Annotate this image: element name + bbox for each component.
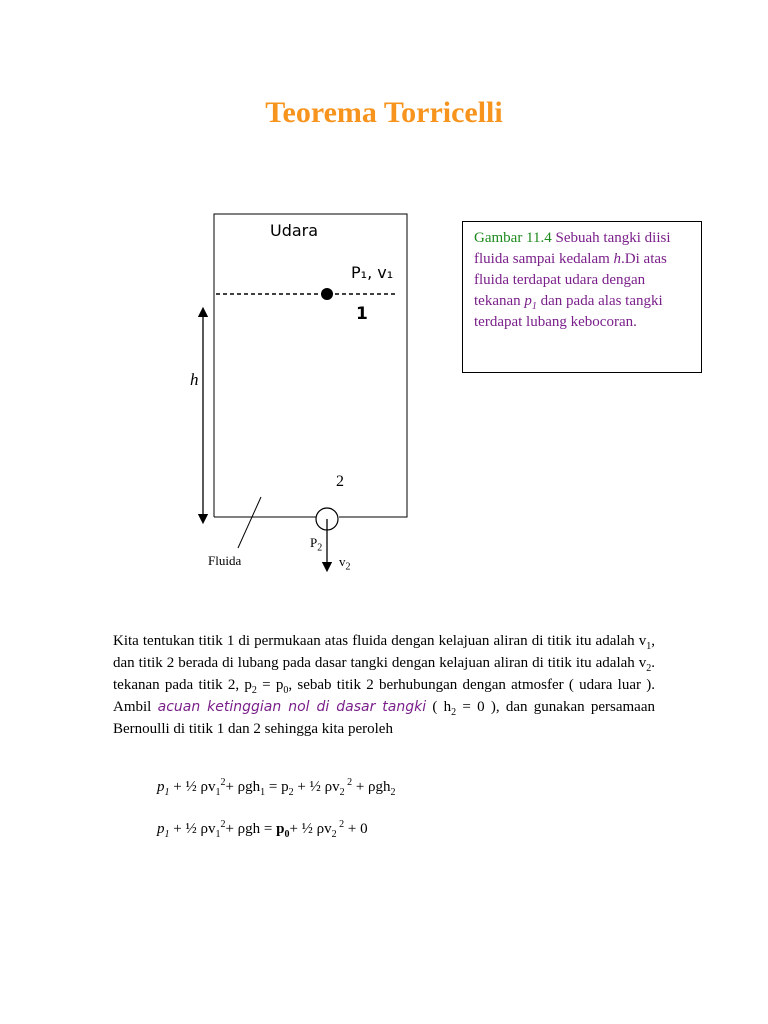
fluid-label: Fluida [208,553,242,568]
figure-caption: Gambar 11.4 Sebuah tangki diisi fluida sampai kedalam h.Di atas fluida terdapat udara dengan tekanan $p_1$ dan pada alas tangki terdapat lubang kebocoran. [462,221,702,373]
figure-number: Gambar 11.4 [474,230,552,246]
equation-substituted: $p_1$ + ½ $\rho v_1^2+ \rho gh = p_0+$ ½ $\rho v_2$ $^2$ + 0 [157,819,368,840]
air-label: Udara [270,221,319,240]
fluid-pointer-line [238,497,261,548]
reference-note: acuan ketinggian nol di dasar tangki [157,699,427,715]
point-2-number: 2 [336,473,344,490]
tank-wall [214,214,407,517]
point-1-pressure-velocity: P₁, v₁ [351,263,394,282]
v2-label: $v_2$ [339,554,351,573]
point-1-number: 1 [356,304,368,324]
height-label: h [190,370,199,389]
body-paragraph: Kita tentukan titik 1 di permukaan atas fluida dengan kelajuan aliran di titik itu adalah $v_1$, dan titik 2 berada di lubang pada dasar tangki dengan kelajuan aliran di titik itu adalah $v_2$. tekanan pada titik 2, $p_2 = p_0$, sebab titik 2 berhubungan dengan atmosfer ( udara luar ). Ambil acuan ketinggian nol di dasar tangki ( $h_2 = 0$ ), dan gunakan persamaan Bernoulli di titik 1 dan 2 sehingga kita peroleh [113,633,656,737]
point-1-dot [321,288,333,300]
page-title: Teorema Torricelli [265,96,503,129]
p2-label: $P_2$ [310,535,323,554]
equation-bernoulli: $p_1$ + ½ $\rho v_1^2+ \rho gh_1 = p_2$ + ½ $\rho v_2$ $^2$ + ρgh$_2$ [157,777,396,798]
